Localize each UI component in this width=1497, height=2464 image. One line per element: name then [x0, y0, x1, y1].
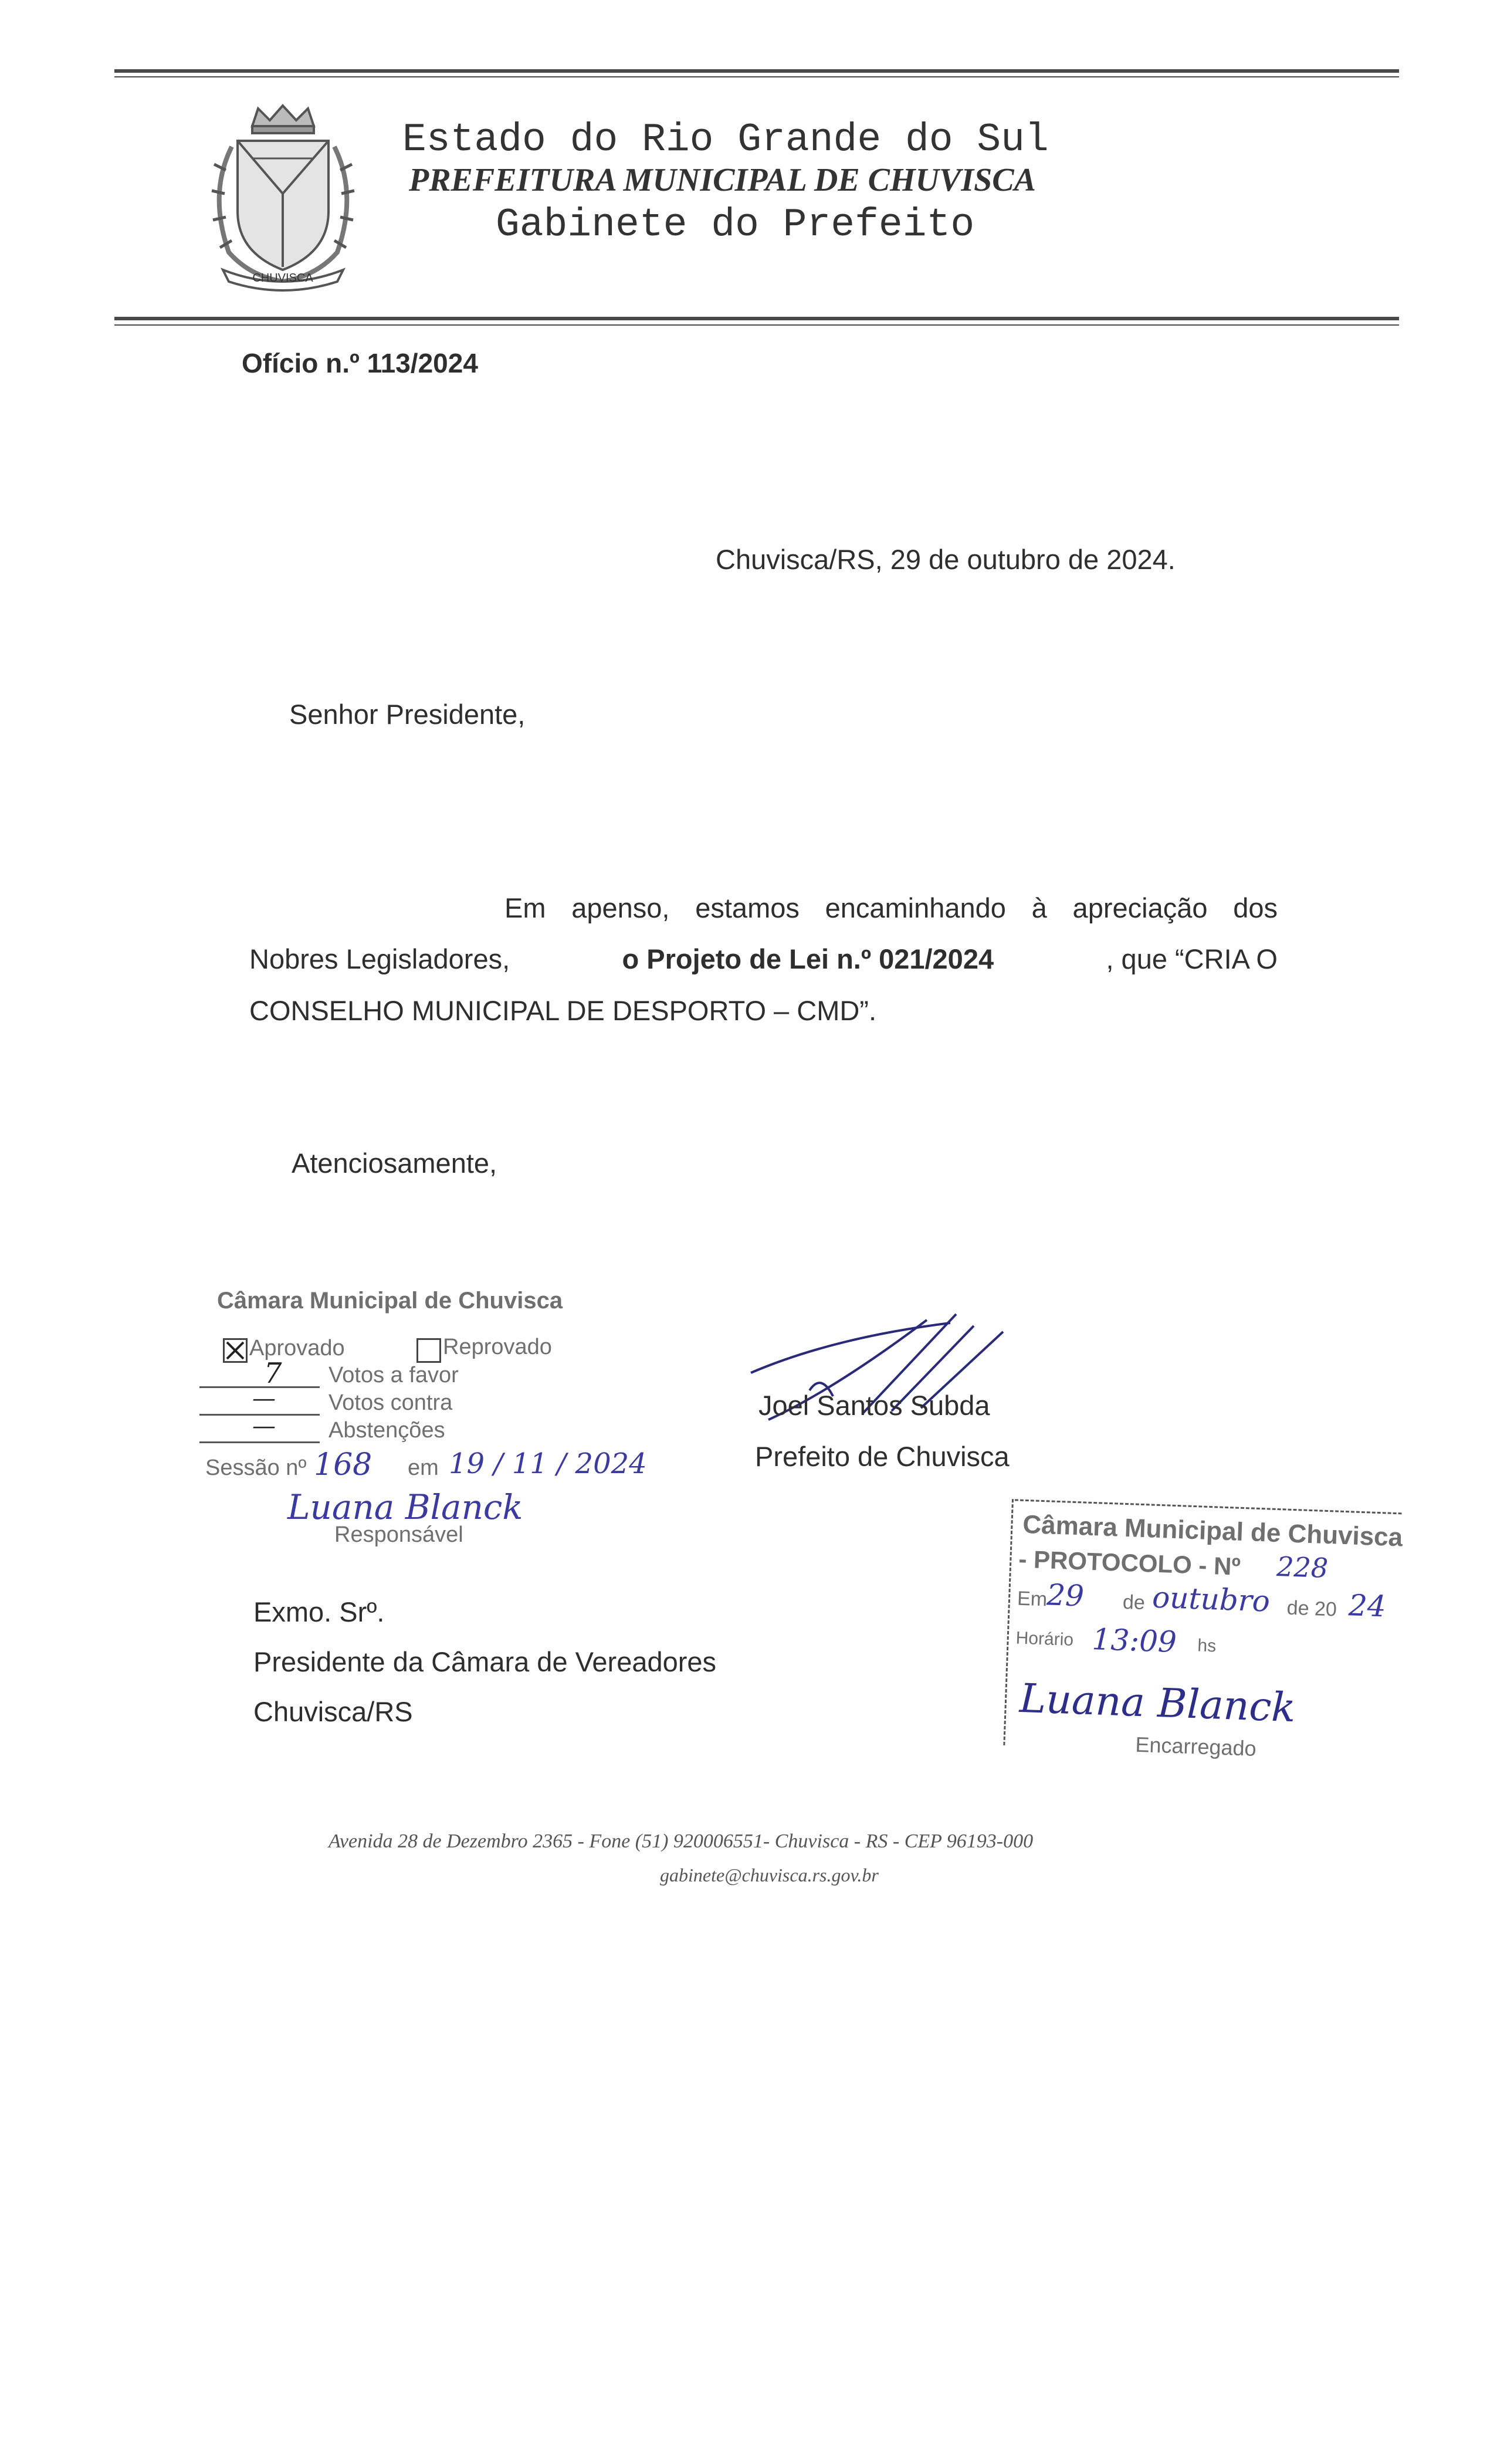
- body-line-2-post: , que “CRIA O: [1106, 943, 1278, 974]
- protocol-time-label: Horário: [1015, 1628, 1074, 1650]
- votes-for-value: 7: [264, 1357, 282, 1390]
- votes-against-value: —: [252, 1385, 276, 1412]
- footer-email: gabinete@chuvisca.rs.gov.br: [660, 1864, 879, 1886]
- body-line-2-bold: o Projeto de Lei n.º 021/2024: [622, 943, 994, 974]
- body-line-2: [249, 943, 1278, 975]
- responsible-label: Responsável: [334, 1522, 463, 1547]
- approval-stamp: [199, 1288, 647, 1547]
- session-value: 168: [314, 1447, 372, 1483]
- header-bottom-rule-thin: [114, 324, 1399, 326]
- protocol-stamp-title: Câmara Municipal de Chuvisca: [1022, 1509, 1403, 1552]
- salutation: Senhor Presidente,: [289, 699, 526, 730]
- header-gabinete: Gabinete do Prefeito: [496, 202, 975, 248]
- body-line-1: Em apenso, estamos encaminhando à apreciação dos: [504, 892, 1278, 923]
- header-top-rule: [114, 69, 1399, 73]
- footer-address: Avenida 28 de Dezembro 2365 - Fone (51) 920006551- Chuvisca - RS - CEP 96193-000: [328, 1830, 1034, 1852]
- protocol-year-prefix: de 20: [1286, 1596, 1337, 1621]
- protocol-label: - PROTOCOLO - Nº: [1018, 1545, 1241, 1580]
- abstentions-line: [199, 1441, 320, 1443]
- recipient-line-1: Exmo. Srº.: [253, 1596, 385, 1627]
- votes-for-label: Votos a favor: [328, 1363, 459, 1387]
- body-line-2-pre: Nobres Legisladores,: [249, 943, 510, 974]
- recipient-line-3: Chuvisca/RS: [253, 1696, 413, 1727]
- signer-title: Prefeito de Chuvisca: [755, 1441, 1010, 1472]
- abstentions-value: —: [252, 1413, 276, 1440]
- protocol-encarregado-label: Encarregado: [1134, 1732, 1257, 1761]
- body-line-3: CONSELHO MUNICIPAL DE DESPORTO – CMD”.: [249, 995, 876, 1026]
- header-bottom-rule: [114, 317, 1399, 320]
- protocol-stamp: [999, 1499, 1419, 1795]
- place-date: Chuvisca/RS, 29 de outubro de 2024.: [716, 544, 1176, 575]
- protocol-value: 228: [1276, 1551, 1329, 1585]
- coat-of-arms-label: CHUVISCA: [252, 272, 313, 285]
- signer-name: Joel Santos Subda: [758, 1390, 990, 1421]
- recipient-line-2: Presidente da Câmara de Vereadores: [253, 1646, 717, 1677]
- abstentions-label: Abstenções: [328, 1418, 445, 1443]
- check-x-icon: [225, 1340, 246, 1361]
- protocol-hs-label: hs: [1197, 1636, 1217, 1656]
- protocol-day: 29: [1046, 1578, 1085, 1613]
- header-top-rule-thin: [114, 76, 1399, 77]
- letter-number: Ofício n.º 113/2024: [242, 348, 478, 378]
- protocol-signature: Luana Blanck: [1018, 1675, 1297, 1732]
- session-date-label: em: [408, 1456, 439, 1480]
- coat-of-arms-icon: [197, 100, 370, 293]
- rejected-checkbox[interactable]: [416, 1338, 441, 1363]
- header-state: Estado do Rio Grande do Sul: [402, 117, 1049, 163]
- approval-stamp-title: Câmara Municipal de Chuvisca: [217, 1288, 563, 1314]
- responsible-signature: Luana Blanck: [287, 1487, 523, 1527]
- rejected-label: Reprovado: [443, 1335, 552, 1359]
- approved-checkbox[interactable]: [223, 1338, 248, 1363]
- session-label: Sessão nº: [205, 1456, 307, 1480]
- session-date-value: 19 / 11 / 2024: [449, 1447, 647, 1480]
- protocol-year: 24: [1348, 1588, 1387, 1624]
- protocol-time: 13:09: [1091, 1622, 1177, 1660]
- closing: Atenciosamente,: [292, 1148, 497, 1179]
- votes-against-label: Votos contra: [328, 1390, 453, 1415]
- protocol-de-label: de: [1122, 1590, 1146, 1615]
- protocol-month: outubro: [1151, 1580, 1271, 1619]
- protocol-em-label: Em: [1017, 1587, 1048, 1611]
- protocol-stamp-border-left: [1003, 1499, 1014, 1745]
- approved-label: Aprovado: [249, 1336, 345, 1360]
- header-prefeitura: PREFEITURA MUNICIPAL DE CHUVISCA: [409, 162, 1036, 198]
